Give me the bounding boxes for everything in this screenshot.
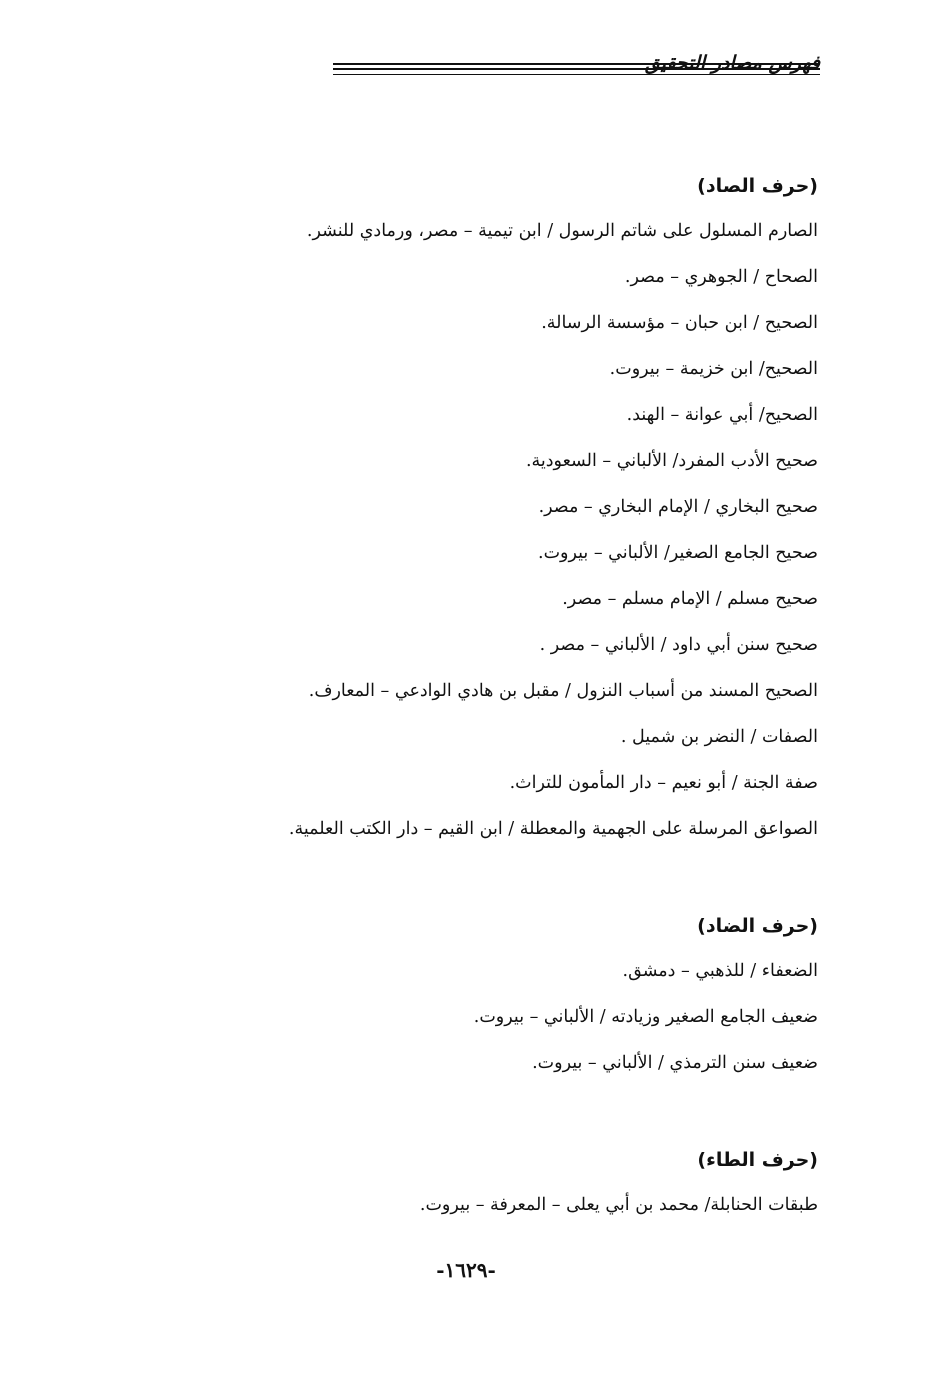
page-header: [108, 50, 820, 80]
section-dad: [178, 904, 818, 1086]
index-entry: الصحيح/ ابن خزيمة – بيروت.: [609, 359, 818, 379]
index-entry: صحيح مسلم / الإمام مسلم – مصر.: [562, 589, 818, 609]
index-entry: صحيح الجامع الصغير/ الألباني – بيروت.: [538, 543, 818, 563]
index-entry: الصفات / النضر بن شميل .: [620, 727, 818, 747]
index-entry: ضعيف سنن الترمذي / الألباني – بيروت.: [532, 1053, 818, 1073]
section-heading: (حرف الضاد): [697, 915, 818, 937]
index-entry: الصحيح / ابن حبان – مؤسسة الرسالة.: [541, 313, 818, 333]
section-heading: (حرف الطاء): [697, 1149, 818, 1171]
index-entry: صحيح الأدب المفرد/ الألباني – السعودية.: [525, 451, 818, 471]
index-entry: الصحيح المسند من أسباب النزول / مقبل بن هادي الوادعي – المعارف.: [308, 681, 818, 701]
index-entry: ضعيف الجامع الصغير وزيادته / الألباني – بيروت.: [473, 1007, 818, 1027]
index-entry: الضعفاء / للذهبي – دمشق.: [622, 961, 818, 981]
section-heading: (حرف الصاد): [697, 175, 818, 197]
running-header-title: فهرس مصادر التحقيق: [644, 52, 820, 74]
index-content: [178, 164, 818, 1280]
page-number: -١٦٢٩-: [436, 1258, 496, 1282]
index-entry: صحيح البخاري / الإمام البخاري – مصر.: [538, 497, 818, 517]
index-entry: الصحيح/ أبي عوانة – الهند.: [626, 405, 818, 425]
section-ta: [178, 1138, 818, 1228]
index-entry: طبقات الحنابلة/ محمد بن أبي يعلى – المعرفة – بيروت.: [419, 1195, 818, 1215]
index-entry: الصواعق المرسلة على الجهمية والمعطلة / ابن القيم – دار الكتب العلمية.: [288, 819, 818, 839]
section-sad: [178, 164, 818, 852]
index-entry: الصارم المسلول على شاتم الرسول / ابن تيمية – مصر، ورمادي للنشر.: [306, 221, 818, 241]
index-entry: صحيح سنن أبي داود / الألباني – مصر .: [539, 635, 818, 655]
index-entry: صفة الجنة / أبو نعيم – دار المأمون للتراث.: [509, 773, 818, 793]
index-entry: الصحاح / الجوهري – مصر.: [624, 267, 818, 287]
